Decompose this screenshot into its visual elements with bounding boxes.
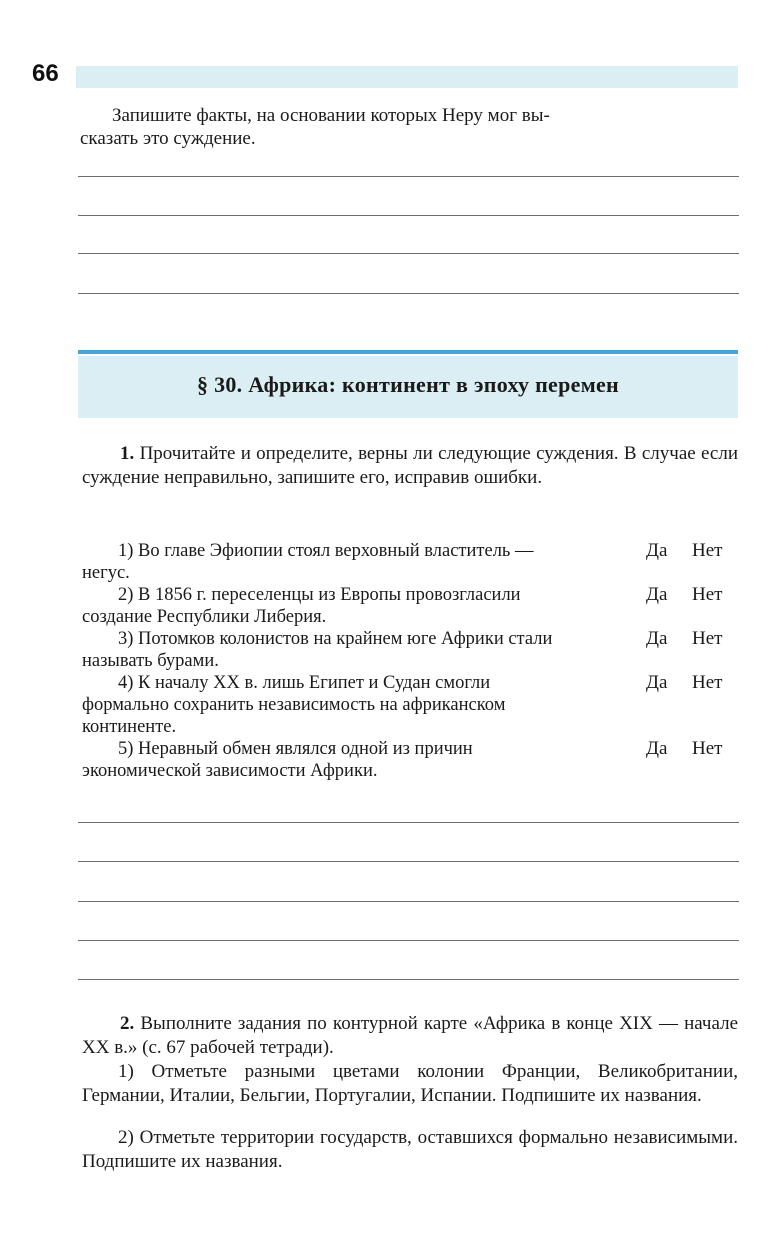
answer-no-4[interactable]: Нет	[692, 672, 723, 693]
answer-line[interactable]	[78, 215, 739, 216]
answer-no-1[interactable]: Нет	[692, 540, 723, 561]
statement-4: 4) К началу XX в. лишь Египет и Судан смогли формально сохранить независимость на африканском континенте.	[82, 673, 506, 737]
task-1-instructions	[82, 442, 738, 490]
answer-line[interactable]	[78, 822, 739, 823]
answer-line[interactable]	[78, 176, 739, 177]
answer-line[interactable]	[78, 979, 739, 980]
answer-yes-5[interactable]: Да	[646, 738, 668, 759]
answer-line[interactable]	[78, 293, 739, 294]
section-divider	[78, 350, 738, 354]
task-2-item-1: 1) Отметьте разными цветами колонии Франции, Великобритании, Германии, Италии, Бельгии, Португалии, Испании. Подпишите их названия.	[82, 1061, 738, 1106]
intro-line-1: Запишите факты, на основании которых Неру мог вы-	[112, 105, 550, 126]
answer-no-5[interactable]: Нет	[692, 738, 723, 759]
answer-no-3[interactable]: Нет	[692, 628, 723, 649]
intro-text	[80, 104, 738, 150]
task-2-number: 2.	[120, 1013, 135, 1034]
answer-yes-1[interactable]: Да	[646, 540, 668, 561]
task-1-text: Прочитайте и определите, верны ли следующие суждения. В случае если суждение неправильно, запишите его, исправив ошибки.	[82, 443, 738, 488]
answer-yes-4[interactable]: Да	[646, 672, 668, 693]
statement-1: 1) Во главе Эфиопии стоял верховный властитель — негус.	[82, 541, 534, 583]
task-2-text: Выполните задания по контурной карте «Африка в конце XIX — начале XX в.» (с. 67 рабочей тетради).	[82, 1013, 738, 1058]
task-2-instructions	[82, 1012, 738, 1060]
header-band	[76, 66, 738, 88]
answer-line[interactable]	[78, 861, 739, 862]
page-number: 66	[32, 60, 59, 87]
task-2-item-2: 2) Отметьте территории государств, оставшихся формально независимыми. Подпишите их названия.	[82, 1127, 738, 1172]
task-1-number: 1.	[120, 443, 135, 464]
answer-line[interactable]	[78, 901, 739, 902]
answer-yes-2[interactable]: Да	[646, 584, 668, 605]
answer-yes-3[interactable]: Да	[646, 628, 668, 649]
section-title: § 30. Африка: континент в эпоху перемен	[196, 372, 620, 397]
answer-no-2[interactable]: Нет	[692, 584, 723, 605]
intro-line-2: сказать это суждение.	[80, 128, 256, 149]
answer-line[interactable]	[78, 940, 739, 941]
answer-line[interactable]	[78, 253, 739, 254]
statement-3: 3) Потомков колонистов на крайнем юге Африки стали называть бурами.	[82, 629, 553, 671]
statement-5: 5) Неравный обмен являлся одной из причин экономической зависимости Африки.	[82, 739, 473, 781]
statement-2: 2) В 1856 г. переселенцы из Европы провозгласили создание Республики Либерия.	[82, 585, 521, 627]
